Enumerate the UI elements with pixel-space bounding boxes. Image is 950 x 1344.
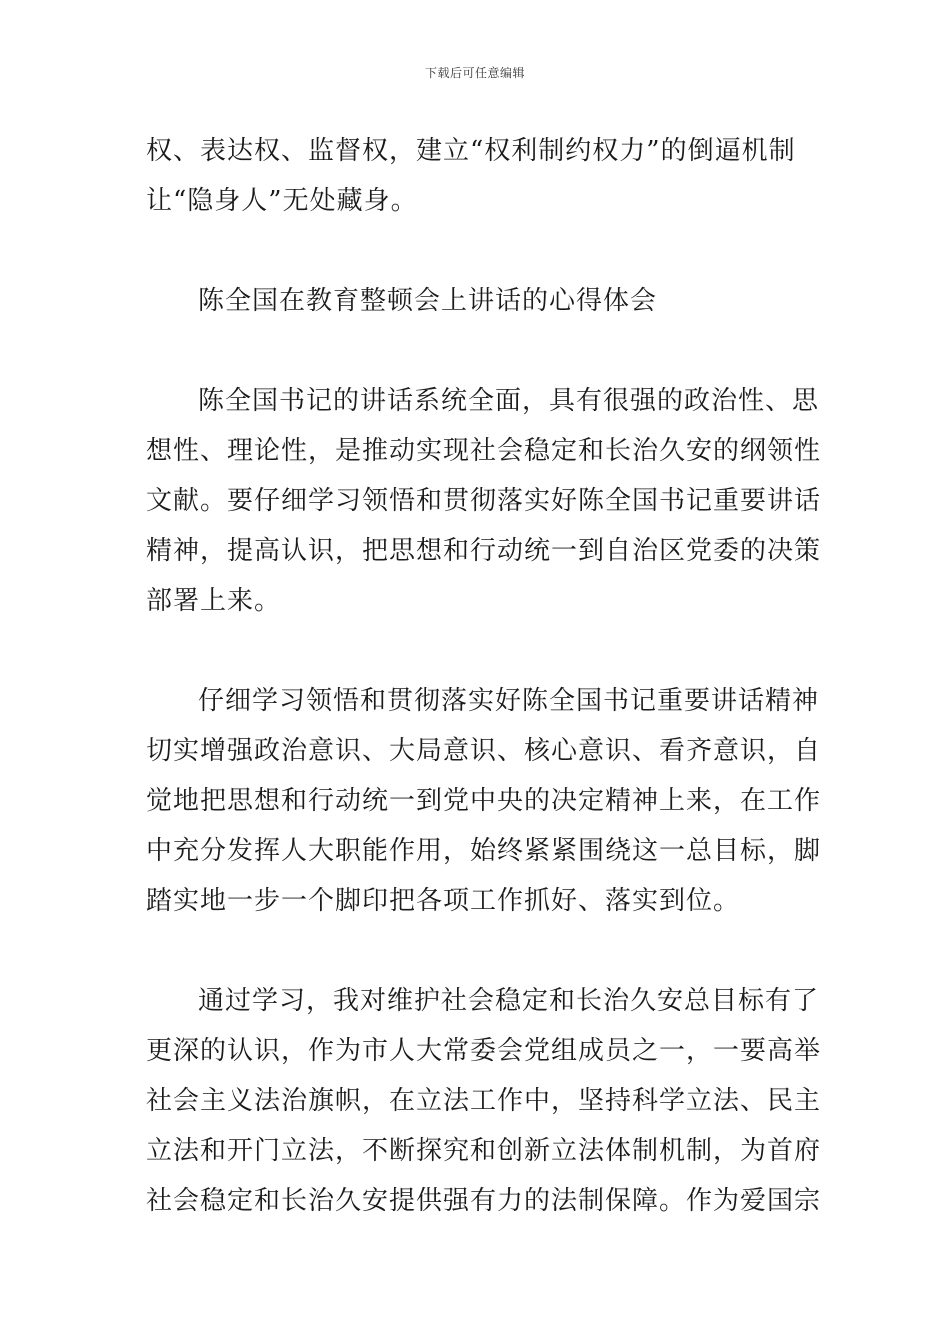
text-line: 仔细学习领悟和贯彻落实好陈全国书记重要讲话精神 [198, 686, 820, 716]
text-line: 中充分发挥人大职能作用，始终紧紧围绕这一总目标，脚 [146, 836, 822, 866]
text-line: 文献。要仔细学习领悟和贯彻落实好陈全国书记重要讲话 [146, 486, 822, 516]
text-line: 觉地把思想和行动统一到党中央的决定精神上来，在工作 [146, 786, 822, 816]
text-line: 社会主义法治旗帜，在立法工作中，坚持科学立法、民主 [146, 1086, 822, 1116]
section-title: 陈全国在教育整顿会上讲话的心得体会 [198, 286, 658, 316]
page-header-note: 下载后可任意编辑 [424, 66, 525, 80]
text-line: 通过学习，我对维护社会稳定和长治久安总目标有了 [198, 986, 820, 1016]
text-line: 切实增强政治意识、大局意识、核心意识、看齐意识，自 [146, 736, 822, 766]
text-line: 精神，提高认识，把思想和行动统一到自治区党委的决策 [146, 536, 822, 566]
text-line: 让“隐身人”无处藏身。 [146, 186, 418, 216]
text-line: 权、表达权、监督权，建立“权利制约权力”的倒逼机制 [146, 136, 796, 166]
text-line: 部署上来。 [146, 586, 282, 616]
text-line: 想性、理论性，是推动实现社会稳定和长治久安的纲领性 [146, 436, 822, 466]
text-line: 踏实地一步一个脚印把各项工作抓好、落实到位。 [146, 886, 741, 916]
text-line: 更深的认识，作为市人大常委会党组成员之一，一要高举 [146, 1036, 822, 1066]
text-line: 立法和开门立法，不断探究和创新立法体制机制，为首府 [146, 1136, 822, 1166]
text-line: 陈全国书记的讲话系统全面，具有很强的政治性、思 [198, 386, 820, 416]
text-line: 社会稳定和长治久安提供强有力的法制保障。作为爱国宗 [146, 1186, 822, 1216]
